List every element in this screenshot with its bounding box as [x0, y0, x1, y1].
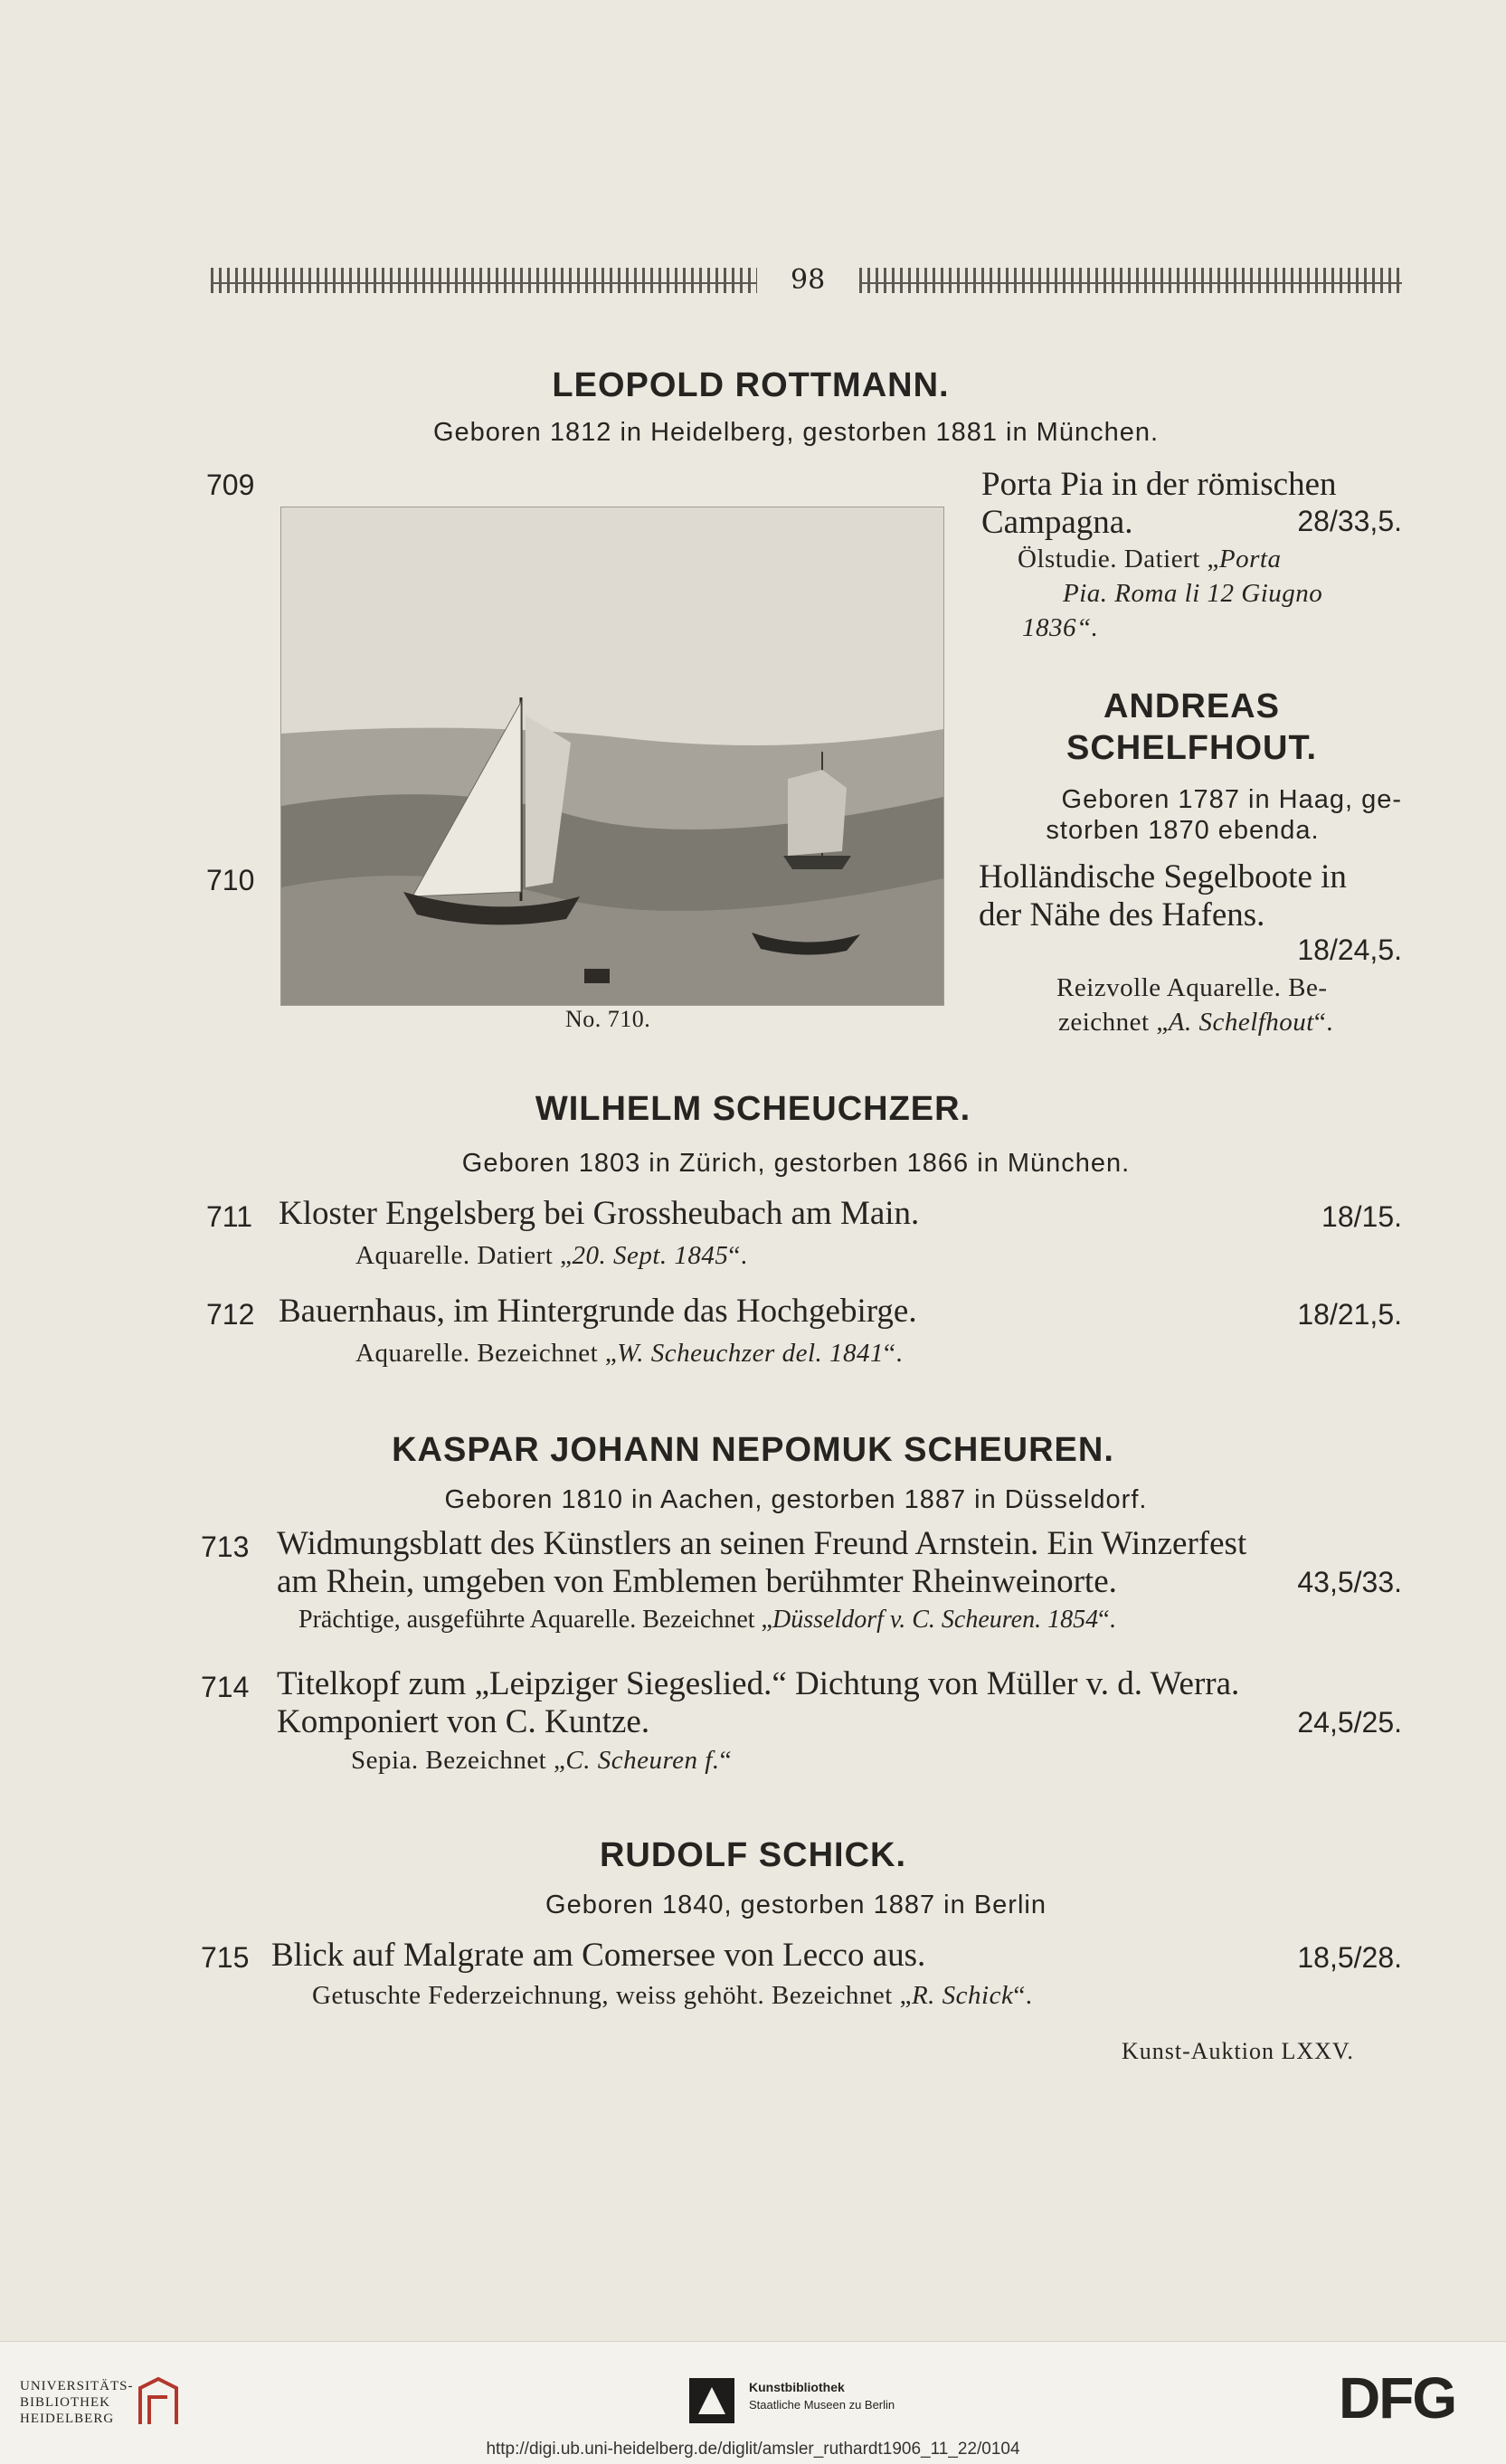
lot-711-note-prefix: Aquarelle. Datiert „	[355, 1241, 573, 1270]
image-caption: No. 710.	[565, 1006, 651, 1032]
kunstbibliothek-subtitle: Staatliche Museen zu Berlin	[749, 2398, 895, 2412]
lot-710-note-line1: Reizvolle Aquarelle. Be-	[1056, 973, 1328, 1002]
artist-heading-rottmann: LEOPOLD ROTTMANN.	[552, 366, 950, 404]
artist-bio-rottmann: Geboren 1812 in Heidelberg, gestorben 1881 in München.	[432, 418, 1160, 447]
lot-713-note-suffix: “.	[1098, 1606, 1116, 1634]
lot-714-note-prefix: Sepia. Bezeichnet „	[351, 1746, 566, 1775]
artist-bio-scheuren: Geboren 1810 in Aachen, gestorben 1887 in Düsseldorf.	[444, 1485, 1148, 1514]
artist-bio-scheuchzer: Geboren 1803 in Zürich, gestorben 1866 in München.	[461, 1149, 1131, 1178]
lot-715-size: 18,5/28.	[1297, 1941, 1402, 1974]
ornament-band-right	[859, 268, 1402, 293]
lot-710-title-line1: Holländische Segelboote in	[979, 858, 1347, 896]
source-url-link[interactable]: http://digi.ub.uni-heidelberg.de/diglit/amsler_ruthardt1906_11_22/0104	[486, 2440, 1020, 2459]
lot-712-signature: W. Scheuchzer del. 1841	[617, 1339, 884, 1368]
heidelberg-library-label	[20, 2378, 134, 2427]
lot-715-signature: R. Schick	[911, 1981, 1014, 2010]
lot-714-title-line2: Komponiert von C. Kuntze.	[277, 1703, 650, 1740]
lot-number-709: 709	[206, 469, 255, 501]
lot-712-title: Bauernhaus, im Hintergrunde das Hochgebirge.	[279, 1293, 917, 1330]
lot-709-size: 28/33,5.	[1297, 505, 1402, 537]
artist-heading-schelfhout-line2: SCHELFHOUT.	[1066, 729, 1317, 767]
lot-710-signature: A. Schelfhout	[1168, 1008, 1314, 1037]
lot-715-title: Blick auf Malgrate am Comersee von Lecco aus.	[271, 1937, 926, 1974]
lot-709-note-line3: 1836“.	[1022, 613, 1099, 642]
lot-711-note-suffix: “.	[728, 1241, 748, 1270]
lot-709-note-line1	[1018, 545, 1281, 574]
footer-auction-line: Kunst-Auktion LXXV.	[1122, 2038, 1354, 2064]
lot-714-note	[351, 1746, 732, 1776]
lot-number-713: 713	[201, 1531, 250, 1563]
artist-heading-schelfhout-line1: ANDREAS	[1103, 687, 1280, 725]
lot-712-note-suffix: “.	[884, 1339, 904, 1368]
lot-713-note-prefix: Prächtige, ausgeführte Aquarelle. Bezeichnet „	[298, 1606, 772, 1634]
lot-710-title-line2: der Nähe des Hafens.	[979, 896, 1265, 933]
heidelberg-logo-icon	[136, 2374, 181, 2429]
lot-715-note	[312, 1981, 1032, 2011]
lot-number-712: 712	[206, 1298, 255, 1331]
uni-line-2: BIBLIOTHEK	[20, 2395, 110, 2410]
lot-710-size: 18/24,5.	[1297, 933, 1402, 966]
lot-number-715: 715	[201, 1941, 250, 1974]
lot-709-title-line2: Campagna.	[981, 504, 1133, 541]
lot-714-signature: C. Scheuren f.	[565, 1746, 720, 1775]
artwork-image-710	[280, 507, 944, 1006]
ornament-band-left	[211, 268, 757, 293]
lot-number-710: 710	[206, 864, 255, 896]
uni-line-1: UNIVERSITÄTS-	[20, 2379, 134, 2393]
lot-711-title: Kloster Engelsberg bei Grossheubach am Main.	[279, 1195, 920, 1232]
artist-heading-scheuren: KASPAR JOHANN NEPOMUK SCHEUREN.	[392, 1431, 1114, 1469]
lot-713-size: 43,5/33.	[1297, 1566, 1402, 1598]
lot-709-title-line1: Porta Pia in der römischen	[981, 466, 1337, 503]
lot-711-note	[355, 1241, 748, 1271]
kunstbibliothek-logo-icon	[689, 2378, 734, 2423]
lot-714-size: 24,5/25.	[1297, 1706, 1402, 1739]
lot-710-note-suffix: “.	[1313, 1008, 1333, 1037]
kunstbibliothek-title: Kunstbibliothek	[749, 2380, 845, 2394]
lot-number-711: 711	[206, 1200, 253, 1233]
lot-number-714: 714	[201, 1671, 250, 1703]
lot-709-note-line2: Pia. Roma li 12 Giugno	[1063, 579, 1323, 608]
lot-713-title-line1: Widmungsblatt des Künstlers an seinen Freund Arnstein. Ein Winzerfest	[277, 1525, 1247, 1562]
lot-712-note	[355, 1339, 903, 1369]
lot-713-title-line2: am Rhein, umgeben von Emblemen berühmter Rheinweinorte.	[277, 1563, 1117, 1600]
sailing-boats-illustration	[281, 507, 943, 1005]
digitization-footer	[0, 2341, 1506, 2464]
page-number: 98	[791, 264, 826, 296]
lot-711-note-date: 20. Sept. 1845	[572, 1241, 729, 1270]
artist-heading-schick: RUDOLF SCHICK.	[599, 1836, 907, 1874]
artist-bio-schelfhout-line2: storben 1870 ebenda.	[1046, 816, 1320, 845]
lot-710-note-line2	[1058, 1008, 1333, 1038]
uni-line-3: HEIDELBERG	[20, 2412, 115, 2426]
lot-715-note-prefix: Getuschte Federzeichnung, weiss gehöht. Bezeichnet „	[312, 1981, 912, 2010]
artist-bio-schelfhout-line1: Geboren 1787 in Haag, ge-	[1061, 785, 1402, 814]
lot-713-signature: Düsseldorf v. C. Scheuren. 1854	[772, 1606, 1099, 1634]
lot-709-note-date-start: Porta	[1218, 545, 1282, 573]
lot-714-note-suffix: “	[719, 1746, 732, 1775]
dfg-logo: DFG	[1339, 2365, 1456, 2431]
lot-712-size: 18/21,5.	[1297, 1298, 1402, 1331]
lot-711-size: 18/15.	[1321, 1200, 1402, 1233]
lot-714-title-line1: Titelkopf zum „Leipziger Siegeslied.“ Dichtung von Müller v. d. Werra.	[277, 1665, 1240, 1702]
lot-709-note-prefix: Ölstudie. Datiert „	[1018, 545, 1219, 573]
lot-710-note-prefix: zeichnet „	[1058, 1008, 1169, 1037]
artist-heading-scheuchzer: WILHELM SCHEUCHZER.	[535, 1090, 971, 1128]
lot-713-note	[298, 1606, 1116, 1635]
lot-712-note-prefix: Aquarelle. Bezeichnet „	[355, 1339, 618, 1368]
lot-715-note-suffix: “.	[1013, 1981, 1033, 2010]
artist-bio-schick: Geboren 1840, gestorben 1887 in Berlin	[545, 1891, 1047, 1919]
